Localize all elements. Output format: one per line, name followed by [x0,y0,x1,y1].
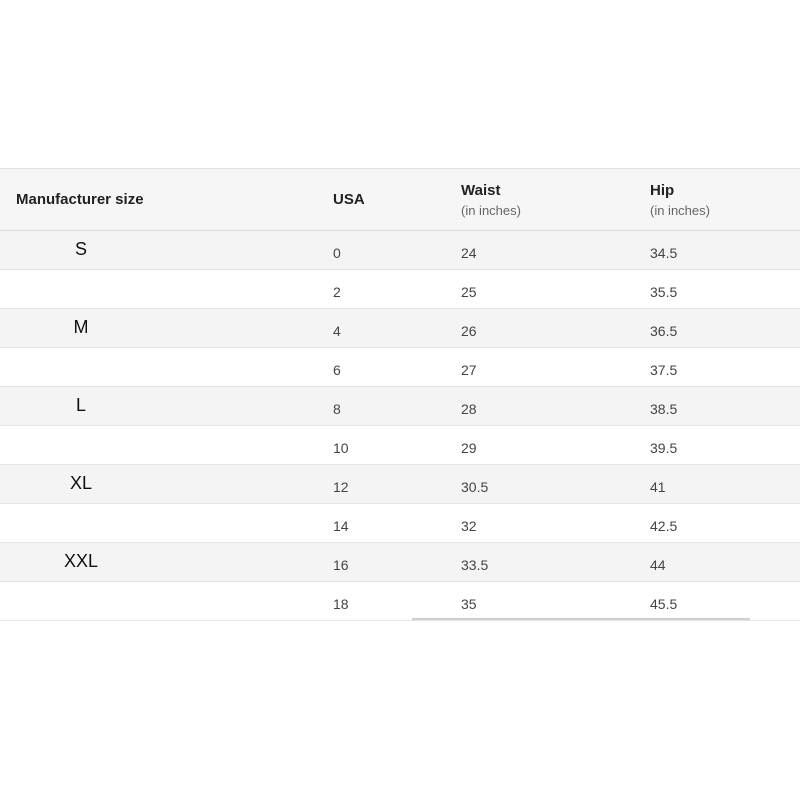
cell-manufacturer-size [0,426,333,465]
cell-usa-size: 16 [333,543,461,582]
table-row [0,387,800,426]
header-hip [650,169,800,231]
table-row [0,231,800,270]
header-usa-label: USA [333,191,365,208]
header-waist [461,169,650,231]
table-row [0,309,800,348]
cell-usa-size: 0 [333,231,461,270]
cell-hip: 37.5 [650,348,800,387]
cell-hip: 36.5 [650,309,800,348]
header-usa [333,169,461,231]
header-hip-label: Hip [650,181,675,199]
cell-manufacturer-size: L [0,387,333,426]
size-chart-table [0,168,800,621]
cell-waist: 32 [461,504,650,543]
table-body [0,231,800,621]
table-row [0,543,800,582]
cell-usa-size: 18 [333,582,461,621]
cell-waist: 30.5 [461,465,650,504]
cell-manufacturer-size [0,270,333,309]
cell-manufacturer-size: XXL [0,543,333,582]
cell-waist: 33.5 [461,543,650,582]
cell-hip: 42.5 [650,504,800,543]
cell-usa-size: 12 [333,465,461,504]
header-row [0,169,800,231]
cell-waist: 26 [461,309,650,348]
table-header [0,169,800,231]
table-row [0,582,800,621]
cell-waist: 28 [461,387,650,426]
header-manufacturer-label: Manufacturer size [16,191,144,208]
table-row [0,426,800,465]
cell-hip: 35.5 [650,270,800,309]
cell-hip: 44 [650,543,800,582]
cell-usa-size: 8 [333,387,461,426]
cell-manufacturer-size: M [0,309,333,348]
cell-waist: 25 [461,270,650,309]
cell-waist: 29 [461,426,650,465]
cell-hip: 39.5 [650,426,800,465]
cell-waist: 24 [461,231,650,270]
table-row [0,465,800,504]
header-hip-unit: (in inches) [650,202,710,218]
cell-manufacturer-size [0,348,333,387]
cell-hip: 38.5 [650,387,800,426]
header-manufacturer-size [0,169,333,231]
cell-usa-size: 2 [333,270,461,309]
cell-hip: 45.5 [650,582,800,621]
cell-manufacturer-size: S [0,231,333,270]
cell-usa-size: 14 [333,504,461,543]
table-bottom-rule [412,618,750,620]
table-row [0,504,800,543]
cell-manufacturer-size [0,582,333,621]
cell-hip: 34.5 [650,231,800,270]
header-waist-label: Waist [461,181,501,199]
cell-manufacturer-size: XL [0,465,333,504]
cell-usa-size: 6 [333,348,461,387]
cell-usa-size: 10 [333,426,461,465]
cell-hip: 41 [650,465,800,504]
cell-waist: 27 [461,348,650,387]
cell-manufacturer-size [0,504,333,543]
cell-usa-size: 4 [333,309,461,348]
cell-waist: 35 [461,582,650,621]
header-waist-unit: (in inches) [461,202,521,218]
table-row [0,270,800,309]
table-row [0,348,800,387]
